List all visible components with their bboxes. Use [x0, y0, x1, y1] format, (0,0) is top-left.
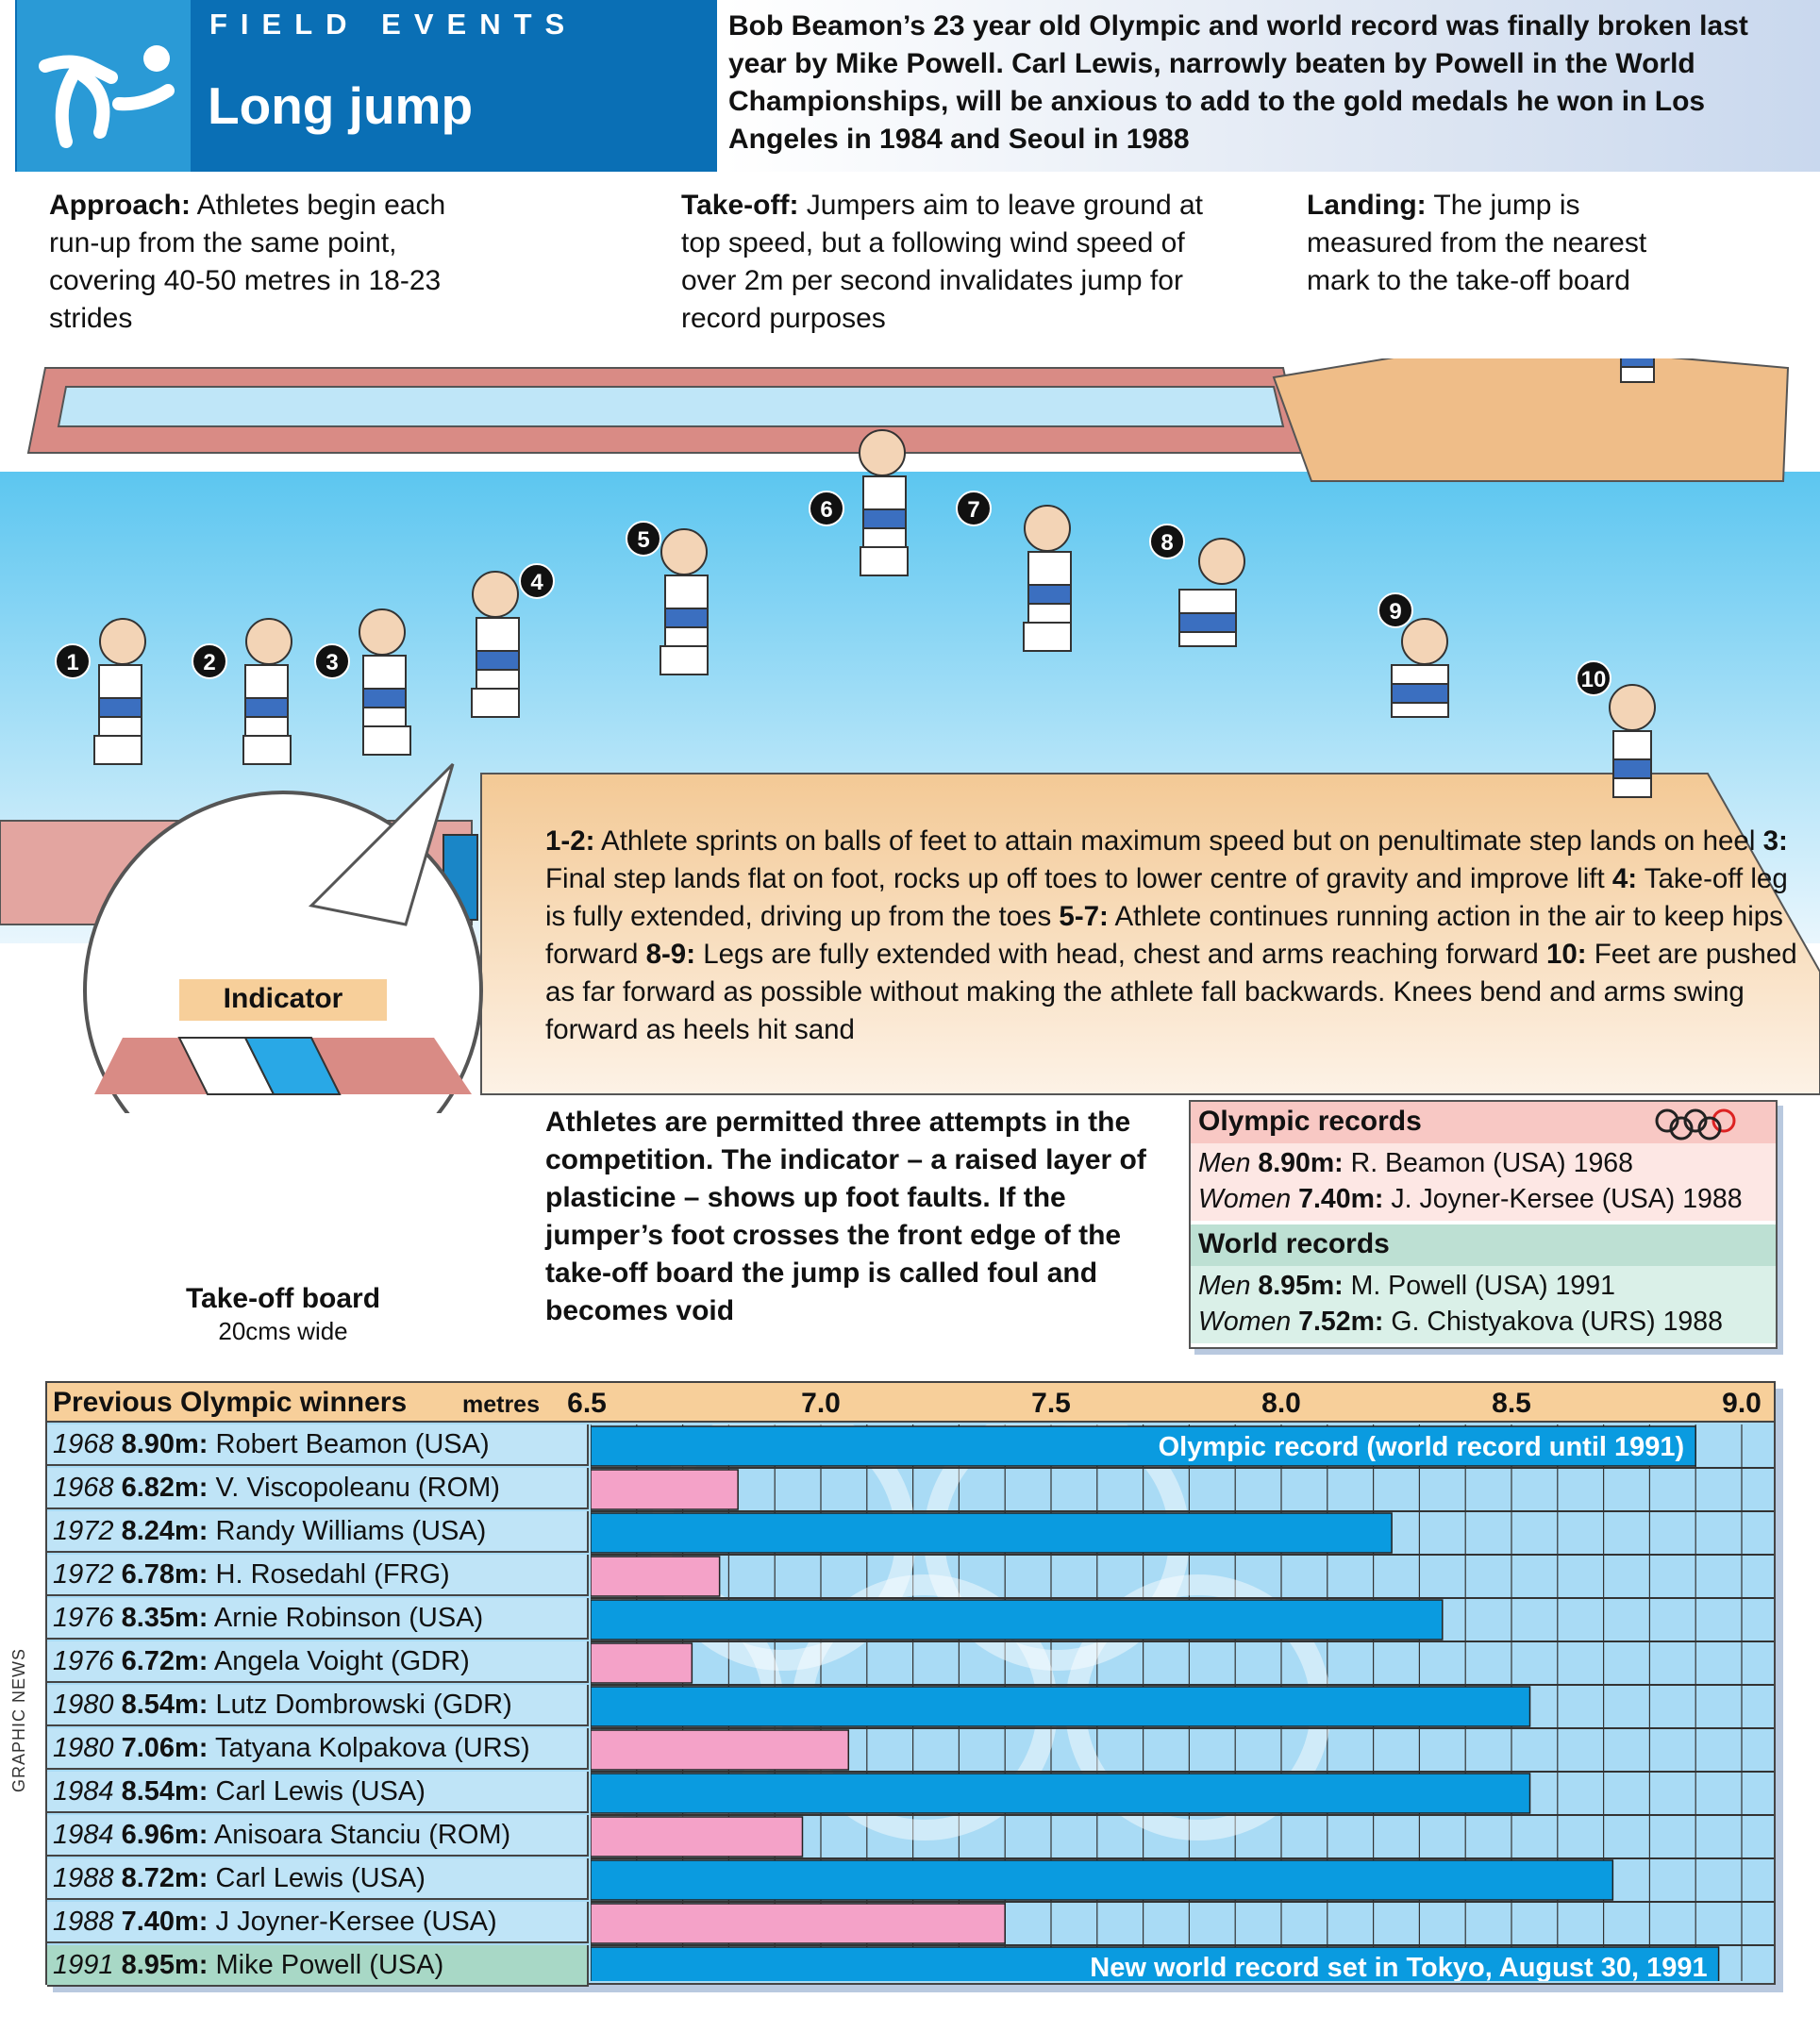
row-label: [47, 1945, 589, 1987]
row-year: 1988: [53, 1907, 122, 1937]
row-mark: 7.06m:: [121, 1733, 209, 1763]
row-athlete: V. Viscopoleanu (ROM): [208, 1473, 500, 1503]
row-label: [47, 1468, 589, 1509]
tick-label: 8.0: [1261, 1388, 1301, 1419]
record-row: [1198, 1304, 1768, 1340]
row-year: 1968: [53, 1429, 122, 1459]
indicator-label: Indicator: [179, 979, 387, 1021]
row-label: [47, 1598, 589, 1640]
record-row: [1198, 1181, 1768, 1217]
row-year: 1972: [53, 1516, 122, 1546]
bar: [591, 1600, 1443, 1640]
row-athlete: H. Rosedahl (FRG): [208, 1559, 450, 1590]
chart-unit-label: metres: [462, 1391, 540, 1418]
takeoff-description: [681, 187, 1210, 338]
athlete-figure: [94, 619, 145, 764]
stage-number: 4: [519, 563, 555, 599]
record-holder: J. Joyner-Kersee (USA) 1988: [1383, 1184, 1743, 1214]
row-athlete: Tatyana Kolpakova (URS): [208, 1733, 530, 1763]
phase-text: Legs are fully extended with head, chest and arms reaching forward: [695, 939, 1546, 970]
row-label: [47, 1555, 589, 1596]
bar-annotation: Olympic record (world record until 1991): [1158, 1432, 1685, 1462]
row-athlete: Lutz Dombrowski (GDR): [208, 1690, 512, 1720]
row-athlete: J Joyner-Kersee (USA): [208, 1907, 497, 1937]
row-athlete: Angela Voight (GDR): [208, 1646, 470, 1676]
approach-text: Athletes begin each run-up from the same point, covering 40-50 metres in 18-23 strides: [49, 190, 446, 334]
row-year: 1991: [53, 1950, 122, 1980]
phase-key: 1-2:: [545, 825, 595, 857]
credit-label: GRAPHIC NEWS: [9, 1647, 28, 1792]
tick-label: 7.0: [801, 1388, 841, 1419]
approach-title: Approach:: [49, 190, 191, 221]
phase-text: Athlete sprints on balls of feet to attain maximum speed but on penultimate step lands on heel: [594, 825, 1763, 857]
bar: [591, 1904, 1005, 1943]
phase-description: [545, 823, 1800, 1049]
row-year: 1980: [53, 1733, 122, 1763]
row-mark: 8.90m:: [121, 1429, 209, 1459]
world-records-list: [1191, 1266, 1776, 1343]
bar: [591, 1730, 848, 1770]
athlete-figure: [359, 609, 410, 755]
row-label: [47, 1685, 589, 1726]
bar: [591, 1513, 1392, 1553]
row-mark: 8.54m:: [121, 1776, 209, 1807]
record-holder: M. Powell (USA) 1991: [1343, 1271, 1615, 1301]
row-mark: 8.35m:: [121, 1603, 209, 1633]
record-gender: Women: [1198, 1184, 1292, 1214]
row-mark: 6.72m:: [121, 1646, 209, 1676]
page-title: Long jump: [208, 76, 474, 135]
phase-key: 5-7:: [1059, 901, 1109, 932]
row-label: [47, 1772, 589, 1813]
stage-number: 3: [314, 643, 350, 679]
takeoff-board-label: Take-off board: [185, 1283, 381, 1314]
bar: [591, 1817, 802, 1857]
row-athlete: Carl Lewis (USA): [208, 1863, 426, 1893]
row-athlete: Robert Beamon (USA): [208, 1429, 490, 1459]
phase-key: 4:: [1611, 863, 1638, 894]
row-athlete: Randy Williams (USA): [208, 1516, 487, 1546]
landing-description: [1307, 187, 1703, 300]
row-mark: 8.54m:: [121, 1690, 209, 1720]
row-label: [47, 1858, 589, 1900]
olympic-winners-chart: [45, 1381, 1776, 1985]
stage-number: 8: [1149, 524, 1185, 559]
stage-number: 7: [956, 491, 992, 526]
long-jump-pictogram-icon: [17, 0, 191, 172]
phase-key: 8-9:: [645, 939, 696, 970]
olympic-records-header: [1191, 1102, 1776, 1143]
bar-annotation: New world record set in Tokyo, August 30, 1991: [1090, 1953, 1708, 1981]
landing-text: The jump is measured from the nearest mark to the take-off board: [1307, 190, 1647, 296]
row-year: 1968: [53, 1473, 122, 1503]
row-mark: 8.24m:: [121, 1516, 209, 1546]
rules-text: Athletes are permitted three attempts in the competition. The indicator – a raised layer of plasticine – shows up foot faults. If the jumper’s foot crosses the front edge of the take-off board the jump is called foul and becomes void: [545, 1107, 1146, 1326]
phase-key: 3:: [1762, 825, 1788, 857]
phase-key: 10:: [1545, 939, 1587, 970]
row-athlete: Arnie Robinson (USA): [208, 1603, 484, 1633]
bar: [591, 1470, 738, 1509]
olympic-records-list: [1191, 1143, 1776, 1221]
world-records-header: [1191, 1224, 1776, 1266]
row-mark: 6.82m:: [121, 1473, 209, 1503]
row-athlete: Carl Lewis (USA): [208, 1776, 426, 1807]
stage-number: 9: [1378, 592, 1413, 628]
phase-text: Final step lands flat on foot, rocks up off toes to lower centre of gravity and improve lift: [545, 863, 1612, 894]
stage-number: 6: [809, 491, 844, 526]
takeoff-text: Jumpers aim to leave ground at top speed, but a following wind speed of over 2m per second invalidates jump for record purposes: [681, 190, 1204, 334]
athlete-figure: [243, 619, 292, 764]
landing-title: Landing:: [1307, 190, 1427, 221]
record-holder: G. Chistyakova (URS) 1988: [1383, 1307, 1723, 1337]
records-panel: [1189, 1100, 1778, 1349]
row-athlete: Anisoara Stanciu (ROM): [208, 1820, 511, 1850]
approach-description: [49, 187, 464, 338]
stage-number: 2: [192, 643, 227, 679]
tick-label: 8.5: [1492, 1388, 1531, 1419]
chart-plot: [591, 1424, 1774, 1981]
row-mark: 6.78m:: [121, 1559, 209, 1590]
bar: [591, 1687, 1530, 1726]
row-year: 1988: [53, 1863, 122, 1893]
row-mark: 7.40m:: [121, 1907, 209, 1937]
tick-label: 9.0: [1722, 1388, 1762, 1419]
row-label: [47, 1424, 589, 1466]
phase-text: Feet are pushed as far forward as possible without making the athlete fall backwards. Knees bend and arms swing forward as heels hit sand: [545, 939, 1797, 1045]
record-mark: 7.52m:: [1291, 1307, 1384, 1337]
row-label: [47, 1815, 589, 1857]
record-mark: 8.90m:: [1250, 1148, 1344, 1178]
board-width-label: 20cms wide: [218, 1317, 348, 1345]
athlete-figure: [660, 529, 708, 675]
row-label: [47, 1728, 589, 1770]
record-row: [1198, 1268, 1768, 1304]
row-year: 1972: [53, 1559, 122, 1590]
row-label: [47, 1511, 589, 1553]
row-year: 1980: [53, 1690, 122, 1720]
category-label: FIELD EVENTS: [209, 8, 578, 41]
bar: [591, 1774, 1530, 1813]
row-year: 1976: [53, 1646, 122, 1676]
row-year: 1976: [53, 1603, 122, 1633]
intro-text: Bob Beamon’s 23 year old Olympic and world record was finally broken last year by Mike Powell. Carl Lewis, narrowly beaten by Powell in the World Championships, will be anxious to add to the gold medals he won in Los Angeles in 1984 and Seoul in 1988: [728, 10, 1748, 155]
row-mark: 6.96m:: [121, 1820, 209, 1850]
phase-text: Athlete continues running action in the air to keep hips forward: [545, 901, 1783, 970]
row-athlete: Mike Powell (USA): [208, 1950, 444, 1980]
athlete-figure: [1024, 506, 1071, 651]
bar: [591, 1643, 692, 1683]
phase-text: Take-off leg is fully extended, driving up from the toes: [545, 863, 1788, 932]
stage-number: 1: [55, 643, 91, 679]
tick-label: 6.5: [567, 1388, 607, 1419]
stage-number: 10: [1576, 660, 1611, 696]
athlete-figure: [472, 572, 519, 717]
tick-label: 7.5: [1031, 1388, 1071, 1419]
olympic-records-title: Olympic records: [1198, 1106, 1422, 1137]
record-mark: 7.40m:: [1291, 1184, 1384, 1214]
record-holder: R. Beamon (USA) 1968: [1343, 1148, 1633, 1178]
chart-title: Previous Olympic winners: [53, 1387, 408, 1418]
world-records-title: World records: [1198, 1228, 1390, 1259]
athlete-figure: [1610, 685, 1655, 797]
athlete-figure: [1618, 358, 1656, 382]
chart-header: [47, 1383, 1774, 1423]
record-gender: Men: [1198, 1271, 1251, 1301]
row-label: [47, 1902, 589, 1943]
record-mark: 8.95m:: [1250, 1271, 1344, 1301]
stage-number: 5: [626, 521, 661, 557]
record-gender: Men: [1198, 1148, 1251, 1178]
record-row: [1198, 1145, 1768, 1181]
bar: [591, 1860, 1612, 1900]
row-label: [47, 1641, 589, 1683]
row-mark: 8.72m:: [121, 1863, 209, 1893]
athlete-figure: [860, 430, 908, 575]
row-mark: 8.95m:: [121, 1950, 209, 1980]
takeoff-title: Take-off:: [681, 190, 799, 221]
row-year: 1984: [53, 1776, 122, 1807]
row-year: 1984: [53, 1820, 122, 1850]
bar: [591, 1557, 720, 1596]
record-gender: Women: [1198, 1307, 1292, 1337]
